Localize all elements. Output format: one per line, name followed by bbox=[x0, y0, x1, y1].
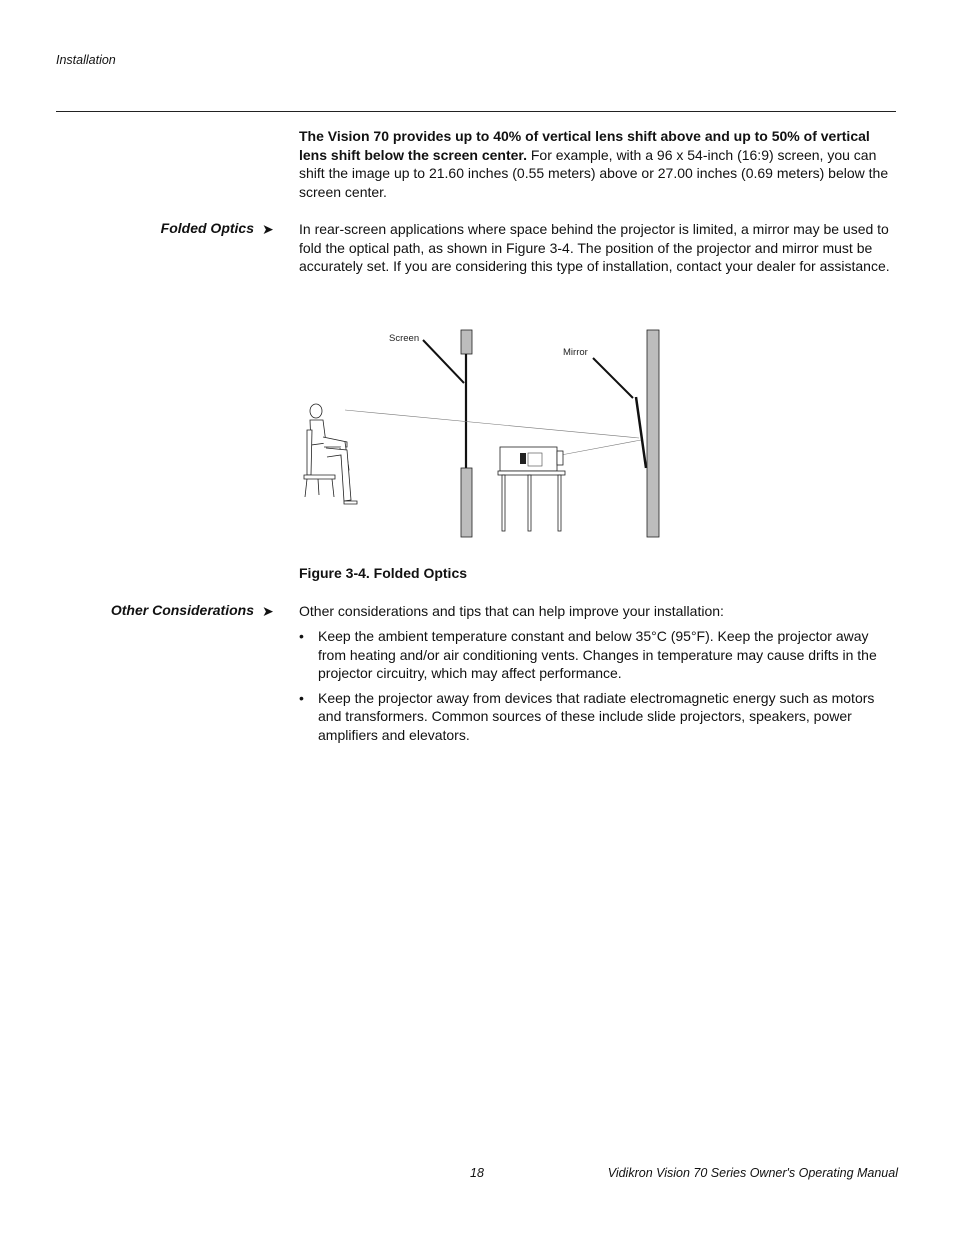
page-number: 18 bbox=[470, 1166, 484, 1180]
folded-optics-arrow-icon: ➤ bbox=[262, 221, 274, 237]
lens-shift-paragraph bbox=[299, 127, 897, 201]
folded-optics-figure bbox=[299, 325, 669, 541]
lens-shift-bold-text: The Vision 70 provides up to 40% of vertical lens shift above and up to 50% of vertical lens shift below the screen center. bbox=[299, 128, 870, 163]
folded-optics-paragraph: In rear-screen applications where space behind the projector is limited, a mirror may be used to fold the optical path, as shown in Figure 3-4. The position of the projector and mirror must be accurately set. If you are considering this type of installation, contact your dealer for assistance. bbox=[299, 221, 890, 275]
mirror-label: Mirror bbox=[563, 347, 588, 358]
light-path-to-screen bbox=[345, 410, 639, 438]
mirror-pointer bbox=[593, 358, 633, 398]
screen-lower-panel bbox=[461, 468, 472, 537]
list-item: • Keep the projector away from devices that radiate electromagnetic energy such as motors and transformers. Common sources of these include slide projectors, speakers, power amplifiers and elevators. bbox=[299, 689, 897, 745]
other-considerations-heading: Other Considerations bbox=[110, 602, 254, 618]
screen-label: Screen bbox=[389, 333, 420, 344]
table-icon bbox=[498, 471, 565, 531]
other-considerations-intro: Other considerations and tips that can help improve your installation: bbox=[299, 603, 724, 619]
mirror bbox=[636, 397, 646, 468]
list-item: • Keep the ambient temperature constant and below 35°C (95°F). Keep the projector away from heating and/or air conditioning vents. Changes in temperature may cause drifts in the projector circuitry, which may affect performance. bbox=[299, 627, 897, 683]
lens-shift-body-text: For example, with a 96 x 54-inch (16:9) screen, you can shift the image up to 21.60 inches (0.55 meters) above or 27.00 inches (0.69 meters) below the screen center. bbox=[299, 146, 889, 200]
rear-wall bbox=[647, 330, 659, 537]
running-header-section: Installation bbox=[56, 53, 116, 67]
considerations-list bbox=[299, 627, 897, 751]
header-rule bbox=[56, 111, 896, 112]
screen-upper-panel bbox=[461, 330, 472, 354]
figure-caption: Figure 3-4. Folded Optics bbox=[299, 565, 468, 581]
other-considerations-arrow-icon: ➤ bbox=[262, 603, 274, 619]
manual-title: Vidikron Vision 70 Series Owner's Operating Manual bbox=[607, 1166, 898, 1180]
screen-pointer bbox=[423, 340, 464, 383]
projector-icon bbox=[500, 447, 563, 471]
seated-viewer-icon bbox=[304, 404, 357, 504]
folded-optics-heading: Folded Optics bbox=[160, 220, 254, 236]
light-path-from-projector bbox=[561, 440, 641, 455]
